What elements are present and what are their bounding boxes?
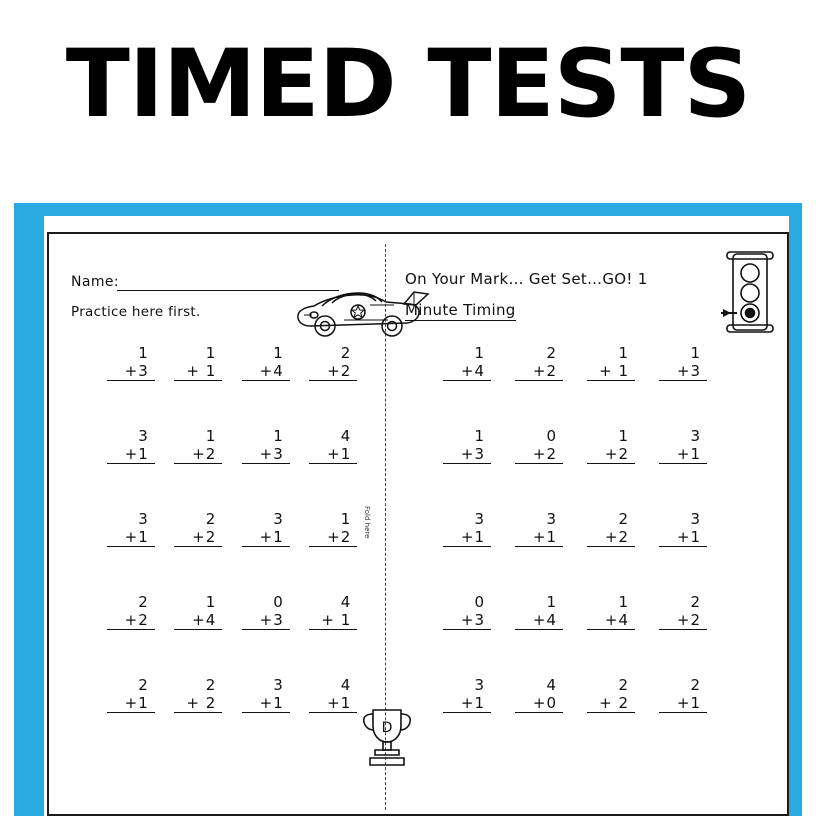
addition-problem[interactable]: [107, 676, 155, 759]
addend-bottom: +1: [107, 694, 155, 713]
addend-top: 2: [618, 510, 629, 528]
addend-top: 1: [618, 593, 629, 611]
addition-problem[interactable]: [107, 510, 155, 593]
accent-bar-right: [789, 216, 802, 816]
addend-top: 1: [205, 427, 217, 445]
addend-top: 1: [205, 593, 217, 611]
addend-top: 3: [273, 676, 284, 694]
addend-top: 1: [474, 344, 485, 362]
addition-problem[interactable]: [242, 510, 290, 593]
addend-top: 1: [618, 344, 629, 362]
addend-top: 1: [546, 593, 557, 611]
addend-top: 3: [138, 510, 149, 528]
addend-top: 2: [205, 676, 217, 694]
addend-bottom: +4: [174, 611, 222, 630]
addition-problem[interactable]: [659, 344, 707, 427]
addend-top: 2: [138, 676, 149, 694]
addend-top: 0: [546, 427, 557, 445]
addend-top: 3: [474, 510, 485, 528]
addition-problem[interactable]: [309, 593, 357, 676]
addend-bottom: +3: [107, 362, 155, 381]
race-car-icon: [292, 282, 437, 347]
addend-bottom: +2: [587, 528, 635, 547]
addition-problem[interactable]: [443, 593, 491, 676]
addend-bottom: +2: [174, 528, 222, 547]
addition-problem[interactable]: [174, 676, 222, 759]
addend-top: 1: [474, 427, 485, 445]
addend-top: 3: [690, 427, 701, 445]
addend-bottom: +3: [443, 611, 491, 630]
addition-problem[interactable]: [515, 344, 563, 427]
addend-top: 4: [340, 427, 352, 445]
practice-problem-grid: [97, 344, 367, 759]
addition-problem[interactable]: [242, 344, 290, 427]
accent-bar-top: [14, 203, 802, 216]
addend-bottom: +2: [515, 445, 563, 464]
addend-top: 0: [474, 593, 485, 611]
addend-top: 1: [690, 344, 701, 362]
addition-problem[interactable]: [659, 593, 707, 676]
addition-problem[interactable]: [659, 510, 707, 593]
addend-top: 2: [618, 676, 629, 694]
addition-problem[interactable]: [174, 427, 222, 510]
page-title-bar: [0, 0, 816, 170]
addend-bottom: +4: [242, 362, 290, 381]
addend-bottom: +2: [659, 611, 707, 630]
addition-problem[interactable]: [107, 344, 155, 427]
addend-top: 2: [546, 344, 557, 362]
addend-top: 3: [690, 510, 701, 528]
addition-problem[interactable]: [107, 593, 155, 676]
addend-top: 4: [340, 593, 352, 611]
addend-bottom: +1: [443, 528, 491, 547]
addend-top: 1: [205, 344, 217, 362]
addition-problem[interactable]: [174, 510, 222, 593]
addition-problem[interactable]: [242, 427, 290, 510]
addend-top: 3: [138, 427, 149, 445]
trophy-letter: D: [381, 720, 393, 736]
addend-bottom: +3: [242, 445, 290, 464]
addend-bottom: +4: [515, 611, 563, 630]
addend-bottom: +2: [309, 362, 357, 381]
addend-bottom: +1: [309, 694, 357, 713]
addend-top: 1: [618, 427, 629, 445]
addition-problem[interactable]: [309, 344, 357, 427]
addition-problem[interactable]: [587, 510, 635, 593]
addition-problem[interactable]: [587, 593, 635, 676]
addition-problem[interactable]: [659, 427, 707, 510]
addend-bottom: + 1: [587, 362, 635, 381]
addend-bottom: +3: [242, 611, 290, 630]
addend-bottom: +1: [107, 528, 155, 547]
practice-instruction: Practice here first.: [71, 304, 201, 320]
addend-top: 3: [273, 510, 284, 528]
addition-problem[interactable]: [659, 676, 707, 759]
worksheet-page: [47, 232, 789, 816]
addend-top: 2: [690, 676, 701, 694]
addend-bottom: +2: [107, 611, 155, 630]
addend-bottom: +4: [587, 611, 635, 630]
timing-header-line-1: On Your Mark… Get Set…GO! 1: [405, 270, 648, 288]
addend-bottom: + 2: [174, 694, 222, 713]
addition-problem[interactable]: [515, 427, 563, 510]
addition-problem[interactable]: [443, 427, 491, 510]
addend-top: 1: [273, 427, 284, 445]
page-title: TIMED TESTS: [65, 30, 751, 139]
addition-problem[interactable]: [443, 344, 491, 427]
addition-problem[interactable]: [587, 427, 635, 510]
addend-bottom: +2: [174, 445, 222, 464]
addition-problem[interactable]: [587, 676, 635, 759]
addition-problem[interactable]: [107, 427, 155, 510]
addition-problem[interactable]: [515, 510, 563, 593]
addend-bottom: +1: [659, 694, 707, 713]
addend-bottom: +1: [107, 445, 155, 464]
addend-bottom: + 2: [587, 694, 635, 713]
addend-bottom: +3: [443, 445, 491, 464]
addend-top: 2: [690, 593, 701, 611]
addend-top: 2: [205, 510, 217, 528]
timing-header-line-2: Minute Timing: [405, 301, 516, 319]
addend-bottom: +1: [443, 694, 491, 713]
addend-top: 3: [546, 510, 557, 528]
timed-problem-grid: [431, 344, 719, 759]
addend-bottom: +1: [659, 528, 707, 547]
addition-problem[interactable]: [443, 676, 491, 759]
addition-problem[interactable]: [242, 676, 290, 759]
addend-bottom: + 1: [309, 611, 357, 630]
addend-bottom: +4: [443, 362, 491, 381]
addition-problem[interactable]: [242, 593, 290, 676]
addend-top: 0: [273, 593, 284, 611]
addition-problem[interactable]: [174, 344, 222, 427]
addend-top: 2: [340, 344, 352, 362]
addend-bottom: +0: [515, 694, 563, 713]
name-label: Name:: [71, 274, 120, 290]
addend-top: 4: [340, 676, 352, 694]
addition-problem[interactable]: [515, 593, 563, 676]
addend-top: 2: [138, 593, 149, 611]
addend-bottom: +1: [515, 528, 563, 547]
addition-problem[interactable]: [309, 676, 357, 759]
addition-problem[interactable]: [309, 427, 357, 510]
addition-problem[interactable]: [174, 593, 222, 676]
accent-bar-left: [14, 216, 44, 816]
traffic-light-icon: [721, 250, 781, 340]
addend-bottom: +2: [587, 445, 635, 464]
addition-problem[interactable]: [587, 344, 635, 427]
addend-bottom: +1: [659, 445, 707, 464]
addend-top: 4: [546, 676, 557, 694]
addend-top: 1: [138, 344, 149, 362]
addition-problem[interactable]: [309, 510, 357, 593]
addend-top: 3: [474, 676, 485, 694]
addend-bottom: +2: [309, 528, 357, 547]
addend-bottom: +2: [515, 362, 563, 381]
addend-bottom: +1: [242, 528, 290, 547]
addend-top: 1: [273, 344, 284, 362]
addend-top: 1: [340, 510, 352, 528]
addend-bottom: +1: [242, 694, 290, 713]
addend-bottom: +3: [659, 362, 707, 381]
fold-line-label: Fold here: [363, 506, 371, 539]
addition-problem[interactable]: [443, 510, 491, 593]
addend-bottom: + 1: [174, 362, 222, 381]
addition-problem[interactable]: [515, 676, 563, 759]
addend-bottom: +1: [309, 445, 357, 464]
